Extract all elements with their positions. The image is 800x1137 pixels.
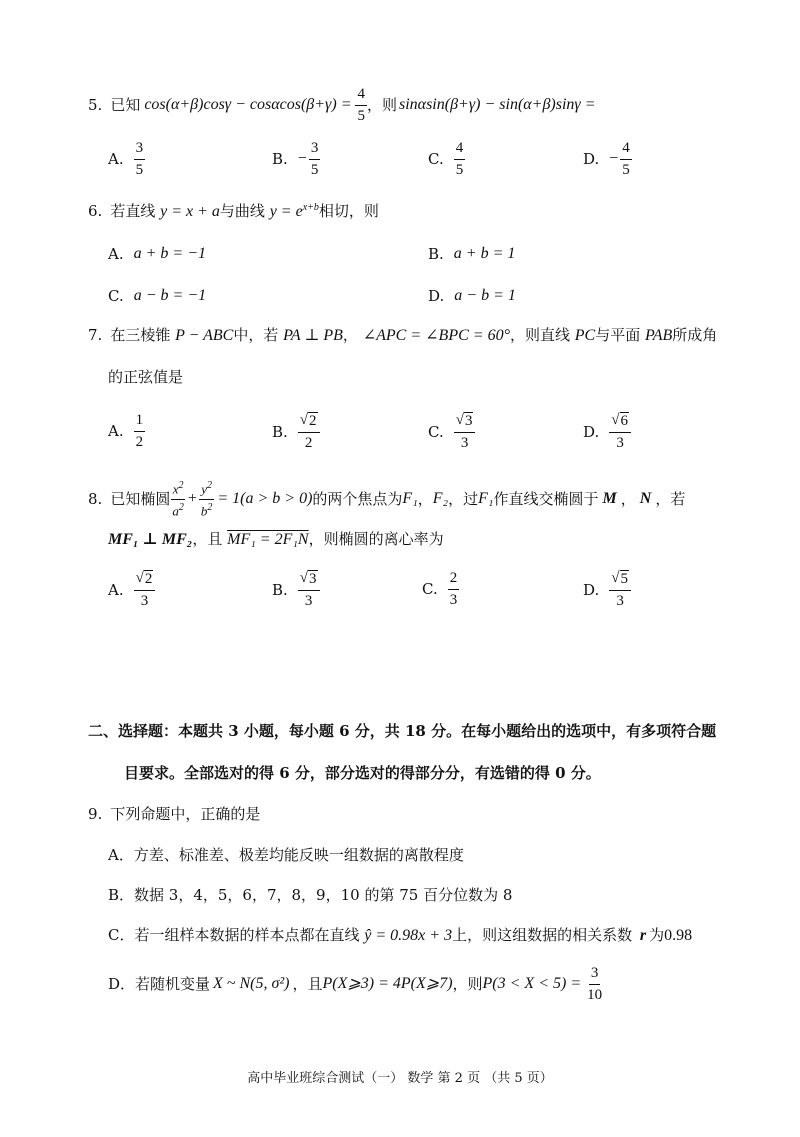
q8-frac-y: $\frac{y^2}{b^2}$ (200, 480, 213, 518)
q9-number: 9. (88, 805, 103, 823)
q7-option-d[interactable]: D. √ 6 3 (583, 412, 631, 451)
page-footer: 高中毕业班综合测试（一） 数学 第 2 页 （共 5 页） (247, 1071, 553, 1086)
q8-stem-line2: MF₁ ⊥ MF₂，且 MF₁ = 2F₁N，则椭圆的离心率为 (108, 530, 444, 548)
q8-stem: 8. 已知椭圆 $\frac{x^2}{a^2}$ + $\frac{y^2}{b^2}$ = 1(a > b > 0) 的两个焦点为 F₁ ， F₂ ，过 F₁ 作直线交椭圆于 M ， N ，若 (88, 480, 686, 518)
q5-middle: ，则 (366, 95, 397, 114)
q5-given-expr: cos(α+β)cosγ − cosαcos(β+γ) = (144, 96, 352, 113)
q5-option-b[interactable]: B. − $\frac{3}{5}$ (272, 140, 319, 178)
q5-number: 5. (88, 95, 103, 114)
q8-vector-expr: MF₁ = 2F₁N (227, 531, 309, 548)
q7-option-c[interactable]: C. √ 3 3 (428, 412, 475, 451)
q7-stem-line2: 的正弦值是 (108, 368, 184, 386)
section2-title-line1: 二、选择题：本题共 3 小题，每小题 6 分，共 18 分。在每小题给出的选项中，有多项符合题 (88, 722, 717, 740)
q8-option-b[interactable]: B. √ 3 3 (272, 570, 320, 609)
q6-number: 6. (88, 202, 103, 220)
q8-number: 8. (88, 489, 103, 508)
q5-given-frac: $\frac{4}{5}$ (357, 86, 365, 124)
q6-line-expr: y = x + a (160, 203, 220, 220)
q6-option-d[interactable]: D. a − b = 1 (428, 287, 516, 305)
q8-frac-x: $\frac{x^2}{a^2}$ (172, 480, 184, 518)
q6-option-c[interactable]: C. a − b = −1 (108, 287, 207, 305)
q5-option-c[interactable]: C. $\frac{4}{5}$ (428, 140, 464, 178)
q7-number: 7. (88, 326, 103, 344)
q5-asked-expr: sinαsin(β+γ) − sin(α+β)sinγ = (399, 96, 596, 113)
q7-stem: 7. 在三棱锥 P − ABC中，若 PA ⊥ PB， ∠APC = ∠BPC = 60°，则直线 PC与平面 PAB所成角 (88, 326, 718, 344)
q8-option-c[interactable]: C. $\frac{2}{3}$ (422, 570, 458, 608)
q6-curve-expr: y = e (269, 203, 303, 220)
q5-option-a[interactable]: A. $\frac{3}{5}$ (108, 140, 144, 178)
q9-option-a[interactable]: A．方差、标准差、极差均能反映一组数据的离散程度 (108, 846, 464, 864)
q8-option-d[interactable]: D. √ 5 3 (583, 570, 631, 609)
q6-option-a[interactable]: A. a + b = −1 (108, 245, 206, 263)
q7-option-b[interactable]: B. √ 2 2 (272, 412, 320, 451)
q5-option-d[interactable]: D. − $\frac{4}{5}$ (583, 140, 630, 178)
q5-stem (88, 86, 596, 124)
q7-option-a[interactable]: A. $\frac{1}{2}$ (108, 412, 144, 450)
section2-title-line2: 目要求。全部选对的得 6 分，部分选对的得部分分，有选错的得 0 分。 (124, 764, 601, 782)
q5-prefix: 已知 (110, 95, 141, 114)
q6-stem: 6. 若直线 y = x + a与曲线 $y = e^{x+b}$相切，则 (88, 202, 379, 220)
q9-stem: 9. 下列命题中，正确的是 (88, 805, 261, 823)
q9-option-b[interactable]: B．数据 3，4，5，6，7，8，9，10 的第 75 百分位数为 8 (108, 886, 513, 904)
q6-option-b[interactable]: B. a + b = 1 (428, 245, 516, 263)
q9-option-c[interactable]: C．若一组样本数据的样本点都在直线 ŷ = 0.98x + 3上，则这组数据的相关系数 r 为0.98 (108, 926, 693, 944)
q8-option-a[interactable]: A. √ 2 3 (108, 570, 155, 609)
q9-option-d[interactable]: D．若随机变量 X ~ N(5, σ²) ，且 P(X⩾3) = 4P(X⩾7) ，则 P(3 < X < 5) = $\frac{3}{10}$ (108, 965, 603, 1003)
